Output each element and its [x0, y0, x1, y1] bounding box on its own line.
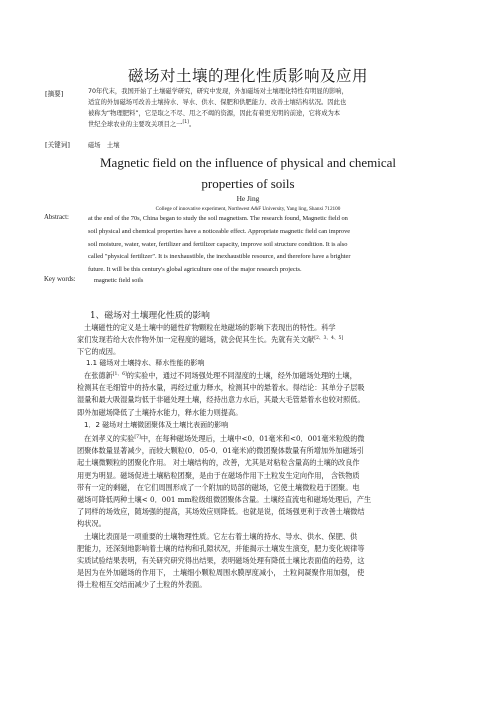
abstract-cn-line: 世纪全球农业的主要攻关项目之一	[88, 121, 183, 128]
subsection-2-body	[77, 433, 422, 592]
english-title-line1: Magnetic field on the influence of physical and chemical	[100, 155, 396, 170]
subsection-1-body	[77, 370, 422, 419]
body-line: 即外加磁场降低了土壤持水能力，释水能力则提高。	[77, 407, 243, 417]
body-line: 中，在每种磁场处理后，土壤中<0．01毫米和<0．001毫米粒级的微	[140, 434, 365, 443]
subsection-heading: 1．2 磁场对土壤微团聚体及土壤比表面的影响	[84, 421, 229, 429]
keywords-en: magnetic field soils	[94, 277, 144, 284]
abstract-en-line: soil physical and chemical properties have a noticeable effect. Appropriate magnetic field can improve	[88, 227, 351, 235]
body-line: 起土壤微颗粒的团聚化作用。 对土壤结构的，改善，尤其是对粘粒含量高的土壤的改良作	[77, 458, 360, 468]
abstract-cn-tail: 。	[188, 121, 196, 128]
body-line: 是因为在外加磁场的作用下， 土壤细小颗粒周围水膜厚度减小， 土粒间凝聚作用加强， 使	[77, 568, 365, 578]
abstract-cn-line: 70年代末，我国开始了土壤磁学研究，研究中发现，外加磁场对土壤理化特性有明显的影响，	[88, 88, 348, 95]
abstract-cn-line: 被称为“物理肥料”，它是取之不尽、用之不竭的资源，因此有着更光明的前途，它将成为本	[88, 110, 341, 117]
body-line: 用更为明显。磁场促进土壤粘粒团聚，是由于在磁场作用下土粒发生定向作用， 含铁物质	[77, 470, 360, 480]
body-line: 磁场可降低两种土壤< 0．001 mm粒级组微团聚体含量。土壤经直流电和磁场处理后，产生	[77, 495, 372, 505]
abstract-cn-label: [摘要]	[45, 90, 64, 98]
abstract-en-line: future. It will be this century's global agriculture one of the major research projects.	[88, 266, 302, 274]
body-line: 了同样的场效应，随场强的提高，其场效应则降低。也就是说，低场强更利于改善土壤微结	[77, 507, 365, 517]
body-line: 的实验中，通过不同场强处理不同湿度的土壤，经外加磁场处理的土壤，	[126, 371, 357, 380]
abstract-en-line: called "physical fertilizer". It is inexhaustible, the inexhaustible resource, and therefore have a brighter	[88, 253, 351, 261]
body-lead: 在刘孝义的实验	[84, 434, 135, 443]
abstract-en-label: Abstract:	[44, 214, 69, 221]
body-line: 构状况。	[77, 519, 106, 529]
body-line: 土壤磁性的定义是土壤中的磁性矿物颗粒在地磁场的影响下表现出的特性。科学	[84, 323, 336, 332]
body-line: 家们发现若给大农作物外加一定程度的磁场，就会促其生长。先就有关文献	[77, 335, 315, 345]
body-line-cited	[77, 370, 422, 382]
subsection-heading: 1.1 磁场对土壤持水、释水性能的影响	[86, 359, 205, 367]
affiliation: College of innovative experiment, Northwest A&F University, Yang ling, Shanxi 712100	[155, 206, 341, 212]
body-line: 检测其在毛细管中的持水量，再经过重力释水，检测其中的悬着水。得结论：其单分子层吸	[77, 383, 365, 393]
citation-ref: [2、3、4、5]	[314, 336, 344, 342]
body-line: 湿量和最大吸湿量均低于非磁处理土壤，经持出意力水后，其最大毛管悬着水也较对照低。	[77, 395, 365, 405]
author: He Jing	[236, 194, 260, 203]
body-line: 下它的成因。	[77, 347, 121, 357]
section-heading: 1、磁场对土壤理化性质的影响	[90, 311, 210, 321]
abstract-en	[88, 213, 448, 277]
keywords-cn: 磁场 土壤	[88, 142, 120, 149]
chinese-title: 磁场对土壤的理化性质影响及应用	[127, 67, 368, 85]
citation-ref: [7]	[134, 435, 141, 440]
english-title-line2: properties of soils	[201, 176, 295, 191]
abstract-cn	[88, 86, 418, 130]
body-line: 肥能力，还深刻地影响着土壤的结构和孔隙状况，并能揭示土壤发生演变，肥力变化规律等	[77, 543, 365, 553]
section-intro	[77, 322, 422, 359]
keywords-cn-label: [关键词]	[45, 141, 70, 149]
abstract-cn-line: 适宜的外加磁场可改善土壤持水、导水、供水、保肥和供肥能力、改善土壤结构状况。因此也	[88, 99, 347, 106]
keywords-en-label: Key words:	[44, 276, 76, 283]
abstract-en-line: soil moisture, water, water, fertilizer and fertilizer capacity, improve soil structure condition. It is also	[88, 240, 348, 248]
body-line-cited	[77, 334, 422, 346]
abstract-cn-line-last	[88, 119, 418, 130]
citation-ref: [1]	[182, 120, 189, 125]
body-line: 土壤比表面是一项重要的土壤物理性质。它左右着土壤的持水、导水、供水、保肥、供	[84, 531, 358, 541]
citation-ref: [1、6]	[112, 372, 127, 377]
body-line: 团聚体数量显著减少，而较大颗粒(0．05-0．01毫米)的微团聚体数量有所增加外加磁场引	[77, 446, 365, 456]
body-line-cited	[77, 433, 422, 445]
body-lead: 在张德新	[84, 371, 113, 380]
abstract-en-line: at the end of the 70s, China began to study the soil magnetism. The research found, Magnetic field on	[88, 215, 348, 222]
body-line: 实质试验结果表明，有关研究研究得出结果，表明磁场处理有降低土壤比表面值的趋势，这	[77, 556, 365, 566]
body-line: 得土粒相互交结而减少了土粒的外表面。	[77, 580, 207, 590]
body-line: 带有一定的剩磁， 在它们周围形成了一个附加的局部的磁场，它使土壤微粒趋于团聚。电	[77, 482, 360, 492]
